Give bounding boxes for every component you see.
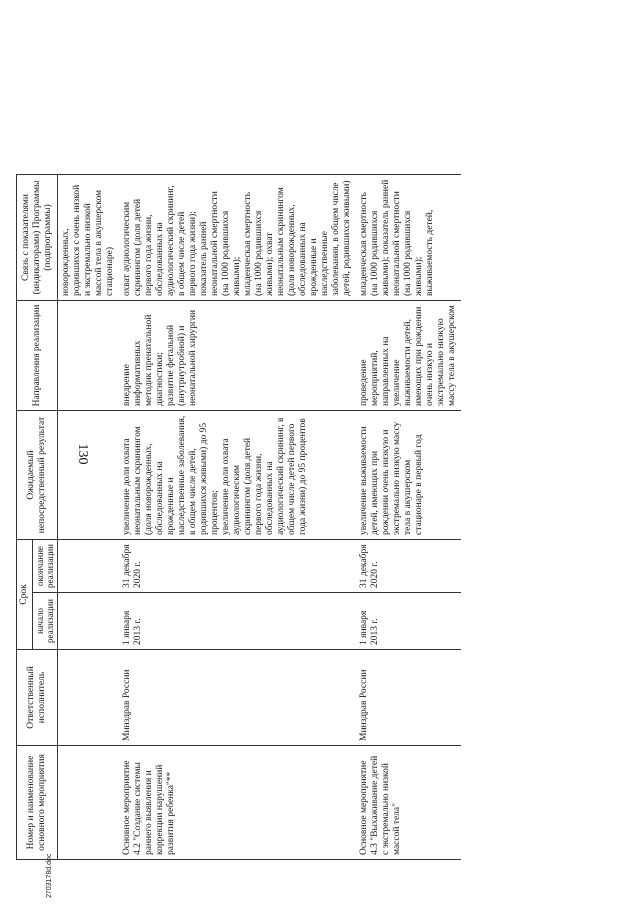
implementation-directions: проведение мероприятий, направленных на увеличение выживаемости детей, имеющих при рождении очень низкую и экстремально низкую массу тела в акушерском <box>356 301 461 411</box>
measure-name: Основное мероприятие 4.2 "Создание системы раннего выявления и коррекции нарушений развития ребенка"** <box>119 746 356 860</box>
header-number-name: Номер и наименование основного мероприятия <box>17 746 58 860</box>
measure-name: Основное мероприятие 4.3 "Выхаживание детей с экстремально низкой массой тела" <box>356 746 461 860</box>
start-date: 1 января 2013 г. <box>356 593 461 650</box>
header-result: Ожидаемый непосредственный результат <box>17 411 58 540</box>
header-directions: Направления реализации <box>17 301 58 411</box>
header-row-top <box>17 175 33 860</box>
table-row-4-2 <box>119 175 356 860</box>
responsible-executor: Минздрав России <box>356 650 461 746</box>
header-end: окончание реализации <box>33 540 58 593</box>
expected-result: увеличение доли охвата неонатальным скринингом (доля новорожденных, обследованных на врожденные и наследственные заболевания, в общем числе детей, родившихся живыми) до 95 процентов; увеличение доли охвата аудиологическим скринингом (доля детей первого года жизни, обследованных на аудиологический скрининг, в общем числе детей первого года жизни) до 95 процентов <box>119 411 356 540</box>
continuation-row <box>58 175 120 860</box>
end-date: 31 декабря 2020 г. <box>356 540 461 593</box>
expected-result: увеличение выживаемости детей, имеющих при рождении очень низкую и экстремально низкую массу тела в акушерском стационаре в первый год <box>356 411 461 540</box>
table-row-4-3 <box>356 175 461 860</box>
responsible-executor: Минздрав России <box>119 650 356 746</box>
indicator-relation: охват аудиологическим скринингом (доля детей первого года жизни, обследованных на аудиологический скрининг, в общем числе детей первого года жизни); показатель ранней неонатальной смертности (на 1000 родившихся живыми); младенческая смертность (на 1000 родившихся живыми); охват неонатальным скринингом (доля новорожденных, обследованных на врожденные и наследственные заболевания, в общем числе детей, родившихся живыми) <box>119 175 356 301</box>
rotated-page <box>12 30 624 890</box>
implementation-directions: внедрение информативных методик пренатальной диагностики; развитие фетальной (внутриутробной) и неонатальной хирургии <box>119 301 356 411</box>
continuation-relation: новорожденных, родившихся с очень низкой и экстремально низкой массой тела в акушерском стационаре) <box>58 175 120 301</box>
measures-table <box>16 174 461 860</box>
header-relation: Связь с показателями (индикаторами) Программы (подпрограммы) <box>17 175 58 301</box>
header-period: Срок <box>17 540 33 650</box>
start-date: 1 января 2013 г. <box>119 593 356 650</box>
indicator-relation: младенческая смертность (на 1000 родившихся живыми); показатель ранней неонатальной смертности (на 1000 родившихся живыми); выживаемость детей, <box>356 175 461 301</box>
header-responsible: Ответственный исполнитель <box>17 650 58 746</box>
end-date: 31 декабря 2020 г. <box>119 540 356 593</box>
header-start: начало реализации <box>33 593 58 650</box>
page-number: 130 <box>75 443 90 465</box>
document-code: 2703178d.doc <box>46 853 53 898</box>
